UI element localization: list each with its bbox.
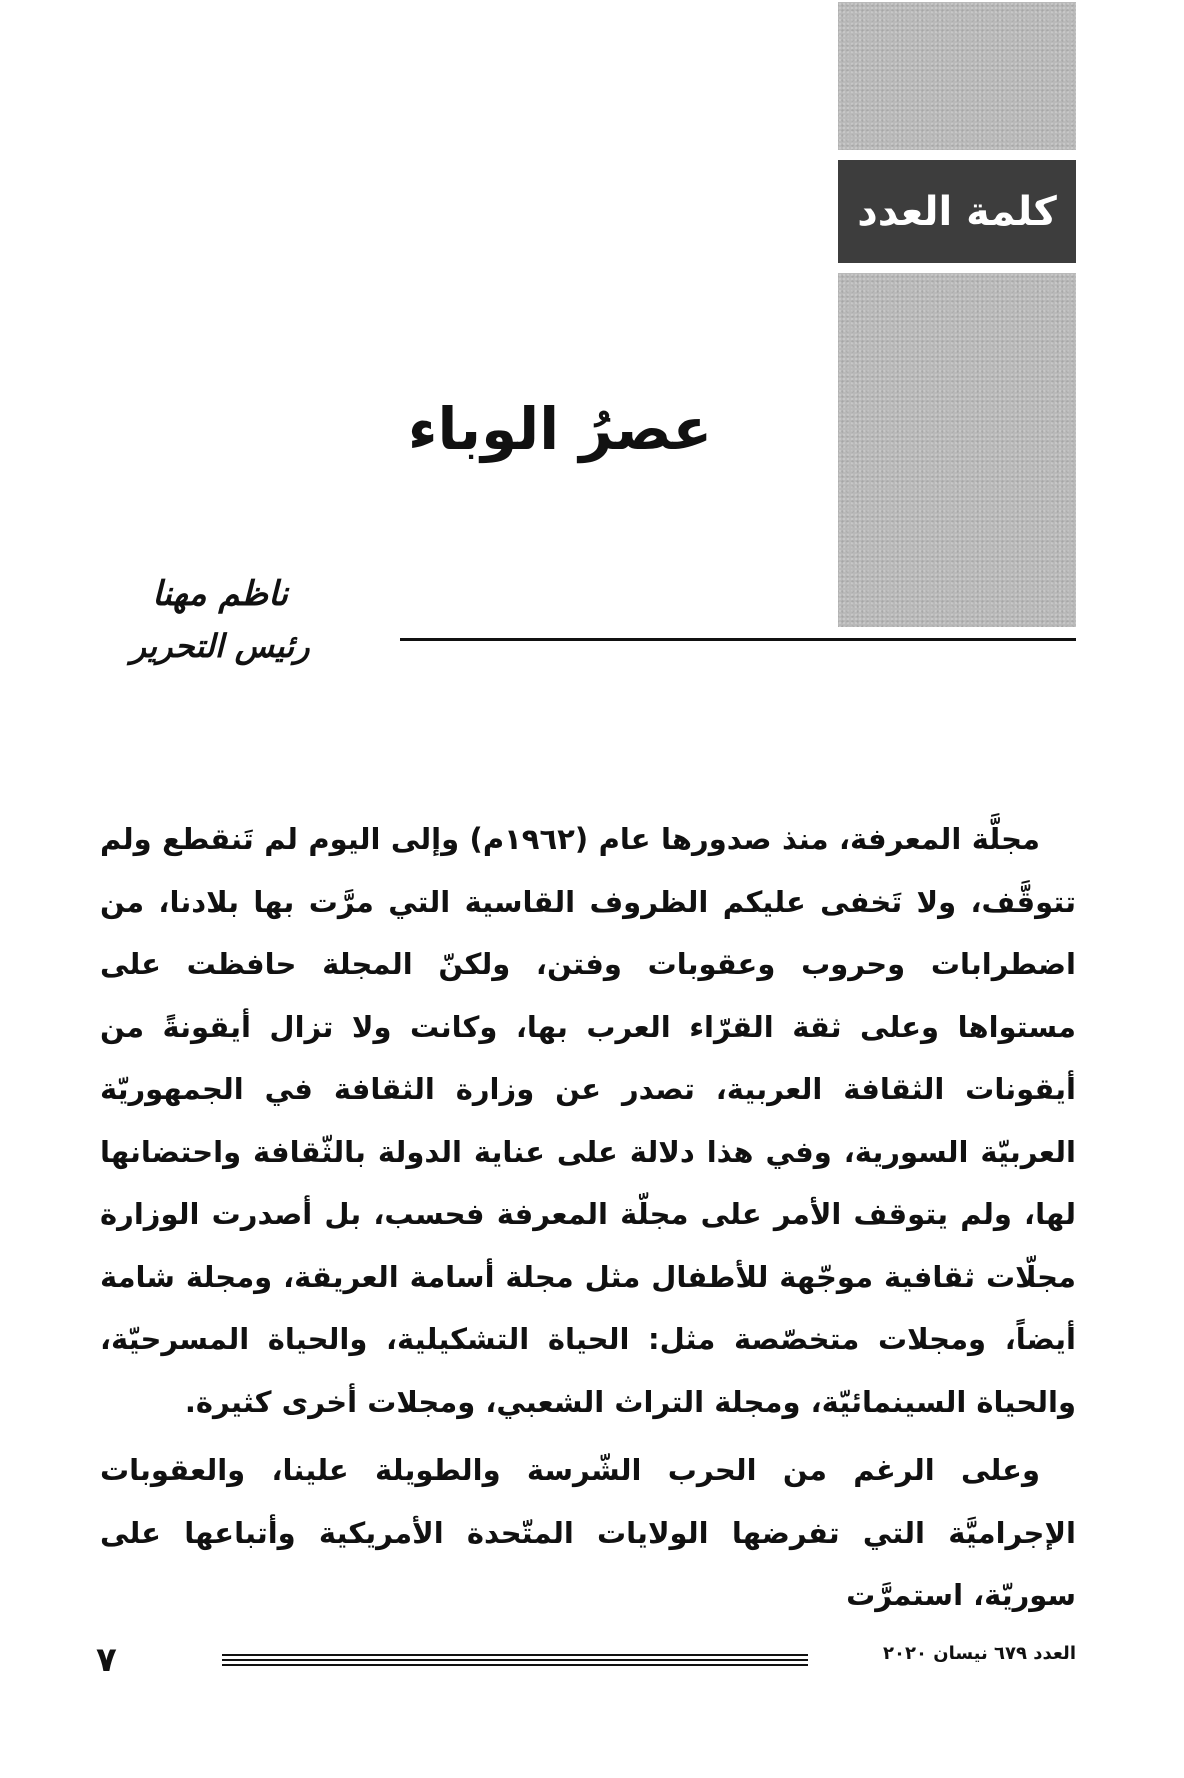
- footer-divider: [222, 1654, 808, 1656]
- paragraph: وعلى الرغم من الحرب الشّرسة والطويلة علينا، والعقوبات الإجراميَّة التي تفرضها الولايات المتّحدة الأمريكية وأتباعها على سوريّة، استمرَّت: [100, 1453, 1076, 1612]
- gray-column-top: [838, 2, 1076, 150]
- section-label-box: [838, 160, 1076, 263]
- footer-divider: [222, 1659, 808, 1661]
- title-divider: [400, 638, 1076, 641]
- paragraph: مجلَّة المعرفة، منذ صدورها عام (١٩٦٢م) وإلى اليوم لم تَنقطع ولم تتوقَّف، ولا تَخفى عليكم الظروف القاسية التي مرَّت بها بلادنا، من اضطرابات وحروب وعقوبات وفتن، ولكنّ المجلة حافظت على مستواها وعلى ثقة القرّاء العرب بها، وكانت ولا تزال أيقونةً من أيقونات الثقافة العربية، تصدر عن وزارة الثقافة في الجمهوريّة العربيّة السورية، وفي هذا دلالة على عناية الدولة بالثّقافة واحتضانها لها، ولم يتوقف الأمر على مجلّة المعرفة فحسب، بل أصدرت الوزارة مجلّات ثقافية موجّهة للأطفال مثل مجلة أسامة العريقة، ومجلة شامة أيضاً، ومجلات متخصّصة مثل: الحياة التشكيلية، والحياة المسرحيّة، والحياة السينمائيّة، ومجلة التراث الشعبي، ومجلات أخرى كثيرة.: [100, 822, 1076, 1419]
- author-block: [110, 570, 330, 674]
- issue-info: العدد ٦٧٩ نيسان ٢٠٢٠: [883, 1643, 1076, 1664]
- page-number: ٧: [96, 1640, 117, 1680]
- author-role: رئيس التحرير: [130, 627, 310, 665]
- gray-column-bottom: [838, 273, 1076, 627]
- article-title: عصرُ الوباء: [407, 395, 713, 463]
- article-body: [100, 808, 1076, 1627]
- author-name: ناظم مهنا: [152, 574, 288, 614]
- section-label: كلمة العدد: [857, 188, 1057, 235]
- footer-divider: [222, 1664, 808, 1666]
